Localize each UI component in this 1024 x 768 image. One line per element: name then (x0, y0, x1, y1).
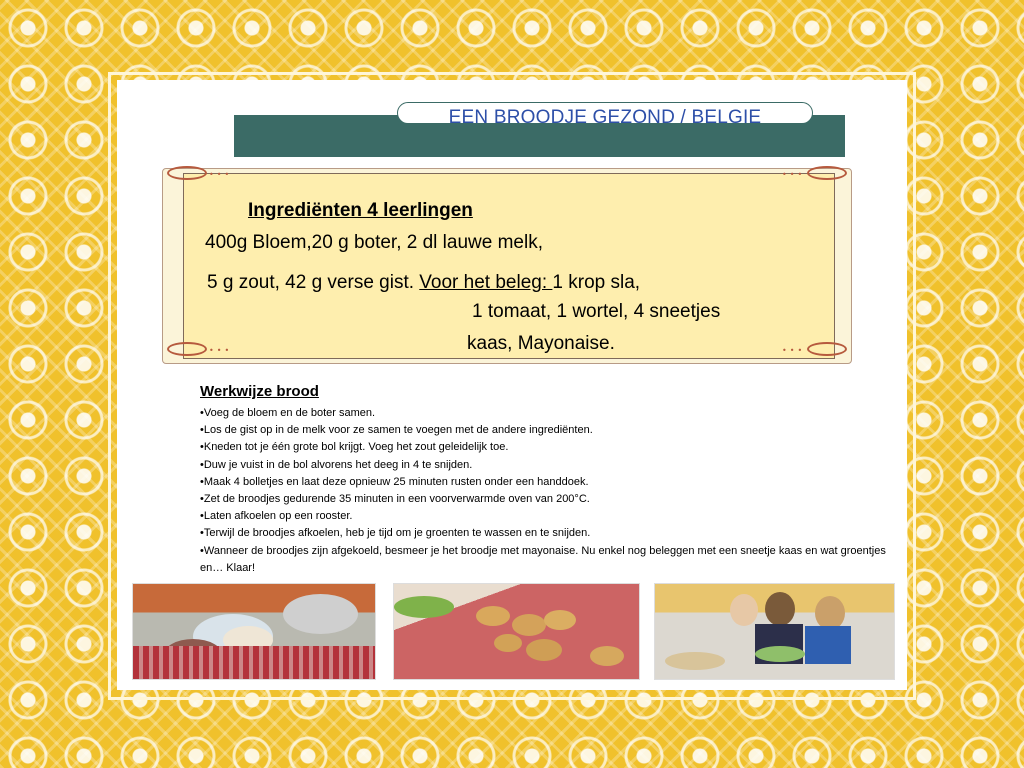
slide-content (117, 80, 907, 690)
scroll-curl-icon (807, 166, 847, 180)
scroll-dots-icon: ••• (782, 170, 806, 179)
scroll-curl-icon (167, 166, 207, 180)
ingredients-line-1: 400g Bloem,20 g boter, 2 dl lauwe melk, (205, 232, 543, 253)
title-pill (397, 102, 813, 124)
photo-baked-rolls (393, 583, 640, 680)
method-step: •Wanneer de broodjes zijn afgekoeld, besmeer je het broodje met mayonaise. Nu enkel nog beleggen met een sneetje kaas en wat groentjes en… Klaar! (200, 544, 886, 574)
ingredients-line-2-start: 5 g zout, 42 g verse gist. (207, 272, 420, 293)
method-step: •Zet de broodjes gedurende 35 minuten in een voorverwarmde oven van 200°C. (200, 493, 590, 506)
method-step: •Voeg de bloem en de boter samen. (200, 407, 376, 419)
method-step: •Laten afkoelen op een rooster. (200, 510, 353, 523)
method-step: •Kneden tot je één grote bol krijgt. Voeg het zout geleidelijk toe. (200, 441, 509, 454)
page-title: EEN BROODJE GEZOND / BELGIE (448, 107, 762, 124)
scroll-dots-icon: ••• (782, 346, 806, 355)
scroll-dots-icon: ••• (209, 346, 233, 355)
method-step: •Duw je vuist in de bol alvorens het deeg in 4 te snijden. (200, 458, 473, 471)
topping-label: Voor het beleg: (419, 272, 553, 293)
method-steps (200, 405, 900, 577)
scroll-dots-icon: ••• (209, 170, 233, 179)
ingredients-line-2 (207, 272, 640, 294)
ingredients-heading: Ingrediënten 4 leerlingen (248, 200, 473, 221)
ingredients-line-3: 1 tomaat, 1 wortel, 4 sneetjes (472, 301, 721, 322)
scroll-curl-icon (807, 342, 847, 356)
scroll-curl-icon (167, 342, 207, 356)
method-step: •Los de gist op in de melk voor ze samen te voegen met de andere ingrediënten. (200, 424, 593, 437)
photo-dough-rising (132, 583, 376, 680)
ingredients-line-4: kaas, Mayonaise. (467, 333, 615, 354)
method-step: •Terwijl de broodjes afkoelen, heb je tijd om je groenten te wassen en te snijden. (200, 527, 591, 540)
method-step: •Maak 4 bolletjes en laat deze opnieuw 25 minuten rusten onder een handdoek. (200, 475, 589, 488)
method-heading: Werkwijze brood (200, 383, 319, 400)
ingredients-line-2-end: 1 krop sla, (552, 272, 641, 293)
photo-students-preparing (654, 583, 895, 680)
